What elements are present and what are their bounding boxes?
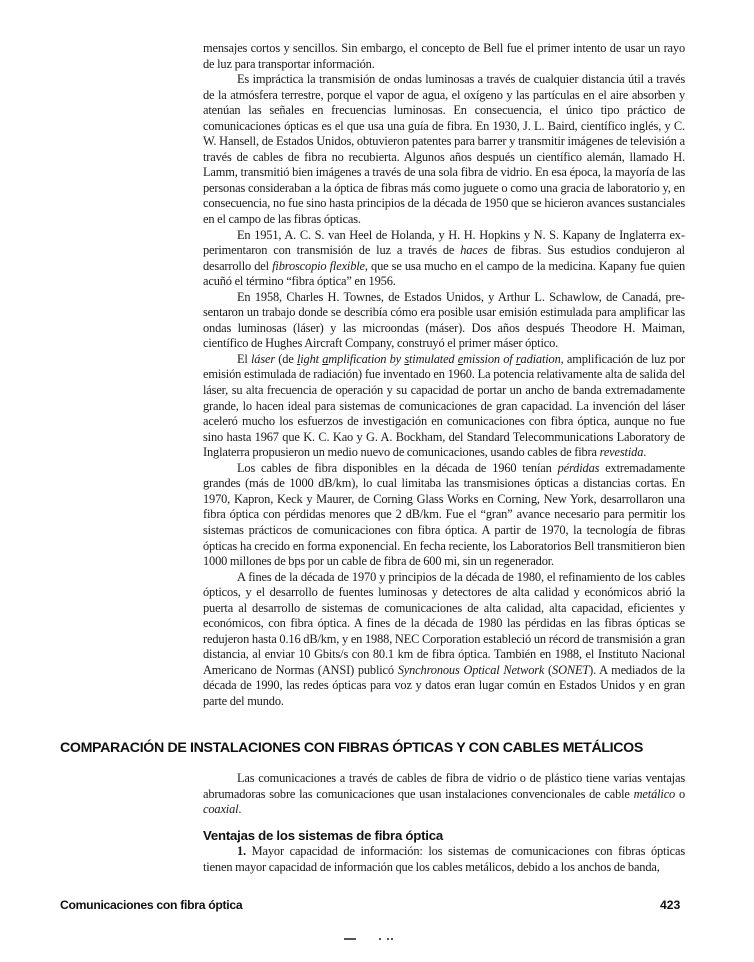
- text-run: mensajes cortos y sencillos. Sin embargo, el concepto de Bell fue el primer intento de usar un rayo de luz para transportar información.: [203, 41, 685, 71]
- text-run: ). A mediados de la década de 1990, las redes ópticas para voz y datos eran lugar común en Estados Unidos y en gran parte del mundo.: [203, 662, 685, 708]
- text-run: Los cables de fibra disponibles en la década de 1960 tenían: [237, 460, 558, 475]
- italic-term: láser: [250, 351, 276, 366]
- list-item-text: Mayor capacidad de información: los sistemas de comunicaciones con fibras ópticas tienen mayor capacidad de información que los cables metálicos, debido a los anchos de banda,: [203, 844, 685, 874]
- acronym-initial: r: [515, 351, 521, 366]
- paragraph: [203, 290, 685, 352]
- italic-term: fibroscopio flexible: [272, 258, 365, 273]
- text-run: de fibras. Sus estudios condujeron al desarrollo del: [203, 243, 685, 273]
- acronym-initial: s: [404, 351, 410, 366]
- text-run: El: [237, 351, 251, 366]
- section-intro-paragraph: [203, 771, 685, 818]
- text-run: (: [544, 662, 553, 677]
- acronym-initial: e: [457, 351, 464, 366]
- text-run: .: [238, 802, 242, 817]
- text-run: Es impráctica la transmisión de ondas luminosas a través de cualquier distancia útil a través de la atmósfera terrestre, porque el vapor de agua, el oxígeno y las partículas en el aire absorben y atenúan las señales en frecuencias luminosas. En consecuencia, el único tipo práctico de comunicaciones ópticas es el que usa una guía de fibra. En 1930, J. L. Baird, científico inglés, y C. W. Hansell, de Estados Unidos, obtuvieron patentes para barrer y transmitir imágenes de televisión a través de cables de fibra no recubierta. Algunos años después un científico alemán, llamado H. Lamm, transmitió bien imágenes a través de una sola fibra de vidrio. En esa época, la mayoría de las personas consideraban a la óptica de fibras más como juguete o como una gracia de laboratorio y, en consecuencia, no fue sino hasta principios de la década de 1950 que se hicieron avances sustanciales en el campo de las fibras ópticas.: [203, 72, 685, 227]
- paragraph: [203, 461, 685, 570]
- paragraph: [203, 352, 685, 461]
- section-body-column: [203, 771, 685, 875]
- text-run: extremadamente grandes (más de 1000 dB/km), lo cual limitaba las transmisiones ópticas a distancias cortas. En 1970, Kapron, Keck y Maurer, de Corning Glass Works en Corning, New York, desarrollaron una fibra óptica con pérdidas menores que 2 dB/km. Fue el “gran” avance necesario para permitir los sistemas prácticos de comunicaciones con fibra óptica. A partir de 1970, la tecnología de fibras ópticas ha crecido en forma exponencial. En fecha reciente, los Laboratorios Bell transmitieron bien 1000 millones de bps por un cable de fibra de 600 mi, sin un regenerador.: [203, 460, 685, 569]
- sub-heading: Ventajas de los sistemas de fibra óptica: [203, 827, 443, 843]
- footer-page-number: 423: [660, 898, 681, 912]
- footer-running-title: Comunicaciones con fibra óptica: [60, 898, 243, 912]
- italic-term: pérdidas: [557, 460, 600, 475]
- text-run: .: [643, 445, 647, 460]
- text-run: o: [675, 786, 685, 801]
- italic-term: coaxial: [203, 802, 239, 817]
- text-run: (de: [275, 351, 297, 366]
- paragraph: [203, 41, 685, 72]
- list-item: [203, 844, 685, 875]
- body-text-column: [203, 41, 685, 710]
- acronym-initial: l: [296, 351, 301, 366]
- italic-term: metálico: [633, 786, 676, 801]
- text-run: Las comunicaciones a través de cables de fibra de vidrio o de plástico tiene varias ventajas abrumadoras sobre las comunicaciones que usan instalaciones convencionales de cable: [203, 771, 685, 801]
- italic-term: haces: [460, 243, 488, 258]
- italic-term: revestida: [599, 445, 644, 460]
- text-run: , amplificación de luz por emisión estimulada de radiación) fue inventado en 1960. La potencia relativamente alta de salida del láser, su alta frecuencia de operación y su capacidad de portar un ancho de banda extremadamente grande, lo hacen ideal para sistemas de comunicaciones de gran capacidad. La invención del láser aceleró mucho los esfuerzos de investigación en comunicaciones con fibra óptica, aunque no fue sino hasta 1967 que K. C. Kao y G. A. Bockham, del Standard Telecommunications Laboratory de Inglaterra propusieron un medio nuevo de comunicaciones, usando cables de fibra: [203, 351, 686, 460]
- italic-term: light amplification by stimulated emission of radiation: [296, 351, 561, 366]
- text-run: , que se usa mucho en el campo de la medicina. Kapany fue quien acuñó el término “fibra óptica” en 1956.: [203, 258, 686, 289]
- text-run: En 1958, Charles H. Townes, de Estados Unidos, y Arthur L. Schawlow, de Canadá, presentaron un trabajo donde se describía cómo era posible usar emisión estimulada para amplificar las ondas luminosas (láser) y las microondas (máser). Dos años después Theodore H. Maiman, científico de Hughes Aircraft Company, construyó el primer máser óptico.: [203, 289, 685, 351]
- paragraph: [203, 228, 685, 290]
- advantages-list: [203, 844, 685, 875]
- paragraph: [203, 72, 685, 227]
- section-heading: COMPARACIÓN DE INSTALACIONES CON FIBRAS ÓPTICAS Y CON CABLES METÁLICOS: [60, 740, 643, 756]
- cutoff-text-fragment: [344, 937, 414, 941]
- list-item-number: 1.: [237, 844, 246, 859]
- acronym-initial: a: [322, 351, 329, 366]
- text-run: En 1951, A. C. S. van Heel de Holanda, y H. H. Hopkins y N. S. Kapany de Inglaterra experimentaron con transmisión de luz a través de: [203, 227, 685, 258]
- italic-term: Synchronous Optical Network: [397, 662, 545, 677]
- italic-term: SONET: [552, 662, 590, 677]
- paragraph: [203, 570, 685, 710]
- text-run: A fines de la década de 1970 y principios de la década de 1980, el refinamiento de los cables ópticos, y el desarrollo de fuentes luminosas y detectores de alta calidad y económicos abrió la puerta al desarrollo de sistemas de comunicaciones de alta calidad, alta capacidad, eficientes y económicos, con fibra óptica. A fines de la década de 1980 las pérdidas en las fibras ópticas se redujeron hasta 0.16 dB/km, y en 1988, NEC Corporation estableció un récord de transmisión a gran distancia, al enviar 10 Gbits/s con 80.1 km de fibra óptica. También en 1988, el Instituto Nacional Americano de Normas (ANSI) publicó: [203, 569, 685, 677]
